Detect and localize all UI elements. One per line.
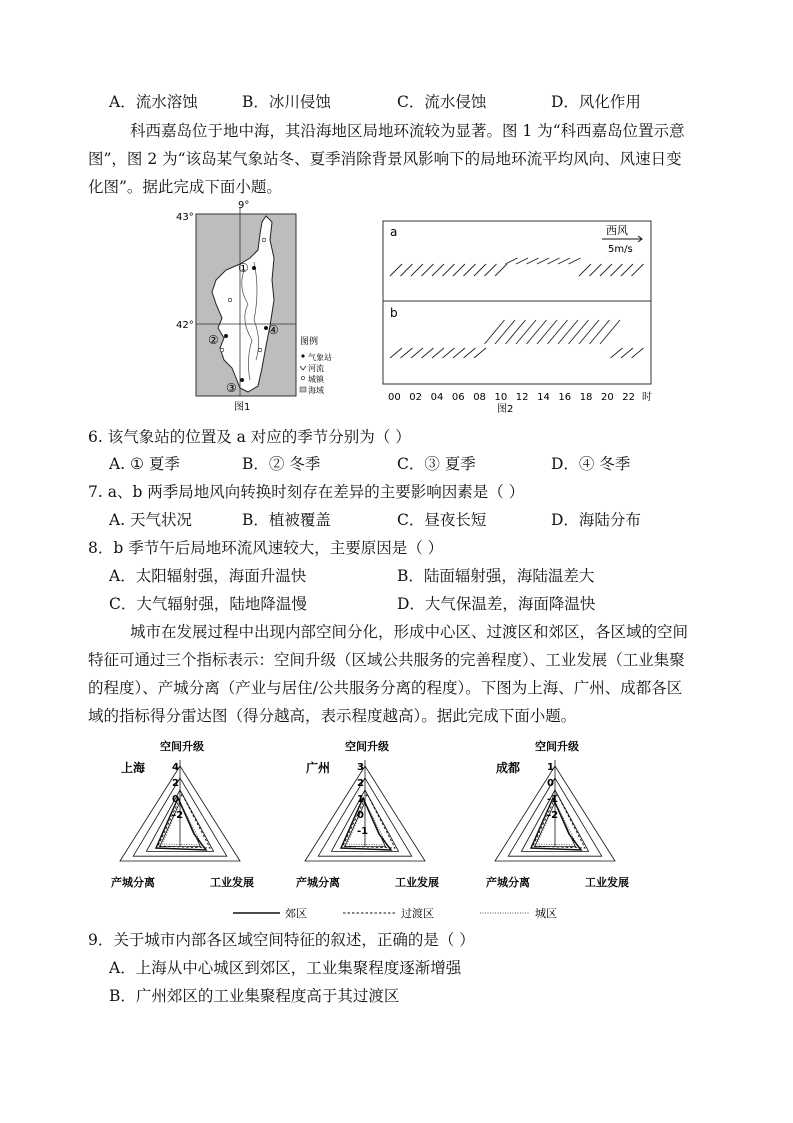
legend-title: 图例 <box>300 337 319 347</box>
q5-option-a: A．流水溶蚀 <box>109 93 198 111</box>
radar-tick-label: 4 <box>172 762 179 773</box>
legend-river: 河流 <box>308 364 324 373</box>
q9-option-b: B．广州郊区的工业集聚程度高于其过渡区 <box>109 987 400 1005</box>
intro2-line4: 域的指标得分雷达图（得分越高，表示程度越高）。据此完成下面小题。 <box>88 707 577 725</box>
radar-city-label: 成都 <box>496 761 521 775</box>
hour-tick-label: 14 <box>537 392 550 403</box>
q8-option-b: B．陆面辐射强，海陆温差大 <box>397 567 595 585</box>
radar-axis-top: 空间升级 <box>345 740 389 753</box>
q9-stem: 9．关于城市内部各区域空间特征的叙述，正确的是（ ） <box>88 931 475 949</box>
hour-unit: 时 <box>642 392 652 403</box>
radar-tick-label: -1 <box>547 794 559 805</box>
q6-option-c: C．③ 夏季 <box>397 455 476 473</box>
q8-option-c: C．大气辐射强，陆地降温慢 <box>109 595 307 613</box>
q8-stem: 8．b 季节午后局地环流风速较大，主要原因是（ ） <box>88 539 444 557</box>
legend-urban: 城区 <box>535 907 557 920</box>
q7-option-c: C．昼夜长短 <box>397 511 487 529</box>
station-dot-3 <box>240 378 244 382</box>
hour-tick-label: 18 <box>579 392 593 403</box>
q9-option-a: A．上海从中心城区到郊区，工业集聚程度逐渐增强 <box>109 959 462 977</box>
radar-axis-right: 工业发展 <box>585 876 629 889</box>
legend-station: 气象站 <box>308 353 332 362</box>
panel-a-label: a <box>390 225 398 239</box>
legend-town: 城镇 <box>308 375 324 384</box>
radar-tick-label: 0 <box>172 794 179 805</box>
radar-axis-left: 产城分离 <box>111 876 155 889</box>
lat-top-label: 43° <box>176 212 194 223</box>
q5-option-b: B．冰川侵蚀 <box>242 93 331 111</box>
q7-option-d: D．海陆分布 <box>551 511 641 529</box>
hour-tick-label: 08 <box>473 392 486 403</box>
q5-option-d: D．风化作用 <box>551 93 641 111</box>
radar-tick-label: 1 <box>547 762 554 773</box>
hour-tick-label: 00 <box>388 392 401 403</box>
q8-option-a: A．太阳辐射强，海面升温快 <box>109 567 307 585</box>
q6-option-d: D．④ 冬季 <box>551 455 631 473</box>
intro1-line3: 化图”。据此完成下面小题。 <box>88 178 282 196</box>
marker-1: ① <box>238 261 249 275</box>
station-dot-2 <box>224 334 228 338</box>
radar-tick-label: 2 <box>357 778 364 789</box>
radar-chart-chengdu <box>486 739 629 889</box>
radar-tick-label: 0 <box>357 810 364 821</box>
q6-stem: 6. 该气象站的位置及 a 对应的季节分别为（ ） <box>88 428 411 446</box>
radar-chart-shanghai <box>111 739 254 889</box>
q7-option-b: B．植被覆盖 <box>242 511 331 529</box>
hour-tick-label: 10 <box>494 392 508 403</box>
intro2-line1: 城市在发展过程中出现内部空间分化，形成中心区、过渡区和郊区，各区域的空间 <box>130 623 689 641</box>
radar-tick-label: -1 <box>357 826 369 837</box>
radar-axis-left: 产城分离 <box>296 876 340 889</box>
q7-stem: 7. a、b 两季局地风向转换时刻存在差异的主要影响因素是（ ） <box>88 483 525 501</box>
hour-tick-label: 04 <box>430 392 444 403</box>
hour-tick-label: 06 <box>451 392 465 403</box>
station-dot-1 <box>252 266 256 270</box>
radar-tick-label: 3 <box>357 762 364 773</box>
marker-2: ② <box>208 333 219 347</box>
hour-tick-label: 16 <box>558 392 572 403</box>
q5-option-c: C．流水侵蚀 <box>397 93 487 111</box>
radar-axis-top: 空间升级 <box>535 740 579 753</box>
radar-axis-top: 空间升级 <box>160 740 204 753</box>
q8-option-d: D．大气保温差，海面降温快 <box>397 595 596 613</box>
q6-option-b: B．② 冬季 <box>242 455 321 473</box>
radar-axis-left: 产城分离 <box>486 876 530 889</box>
radar-city-label: 上海 <box>121 761 146 775</box>
corsica-map-figure <box>174 200 332 415</box>
hour-tick-label: 02 <box>409 392 423 403</box>
hour-tick-label: 20 <box>601 392 614 403</box>
speed-label: 5m/s <box>608 244 633 255</box>
marker-4: ④ <box>268 323 279 337</box>
radar-axis-right: 工业发展 <box>210 876 254 889</box>
hour-tick-label: 12 <box>515 392 529 403</box>
radar-city-label: 广州 <box>306 761 331 775</box>
wind-diagram-figure <box>380 216 660 416</box>
intro1-line2: 图”，图 2 为“该岛某气象站冬、夏季消除背景风影响下的局地环流平均风向、风速日变 <box>88 150 682 168</box>
lon-label: 9° <box>238 200 250 211</box>
q6-option-a: A. ① 夏季 <box>109 455 180 473</box>
intro2-line3: 的程度）、产城分离（产业与居住/公共服务分离的程度）。下图为上海、广州、成都各区 <box>88 679 683 697</box>
radar-charts-figure <box>105 736 665 924</box>
legend-transition: 过渡区 <box>401 907 434 920</box>
intro1-line1: 科西嘉岛位于地中海，其沿海地区局地环流较为显著。图 1 为“科西嘉岛位置示意 <box>130 122 685 140</box>
radar-tick-label: -2 <box>547 810 559 821</box>
fig1-caption: 图1 <box>234 402 251 413</box>
hour-tick-label: 22 <box>622 392 636 403</box>
radar-axis-right: 工业发展 <box>395 876 439 889</box>
wind-label: 西风 <box>606 224 628 237</box>
fig2-caption: 图2 <box>497 404 514 415</box>
radar-chart-guangzhou <box>296 739 439 889</box>
radar-tick-label: 2 <box>172 778 179 789</box>
lat-mid-label: 42° <box>176 320 194 331</box>
radar-tick-label: 0 <box>547 778 554 789</box>
radar-tick-label: -2 <box>172 810 184 821</box>
intro2-line2: 特征可通过三个指标表示：空间升级（区域公共服务的完善程度）、工业发展（工业集聚 <box>88 651 685 669</box>
panel-b-label: b <box>390 306 398 320</box>
legend-sea: 海域 <box>308 386 324 395</box>
marker-3: ③ <box>226 381 237 395</box>
radar-tick-label: 1 <box>357 794 364 805</box>
q7-option-a: A. 天气状况 <box>109 511 193 529</box>
legend-suburb: 郊区 <box>285 907 307 920</box>
